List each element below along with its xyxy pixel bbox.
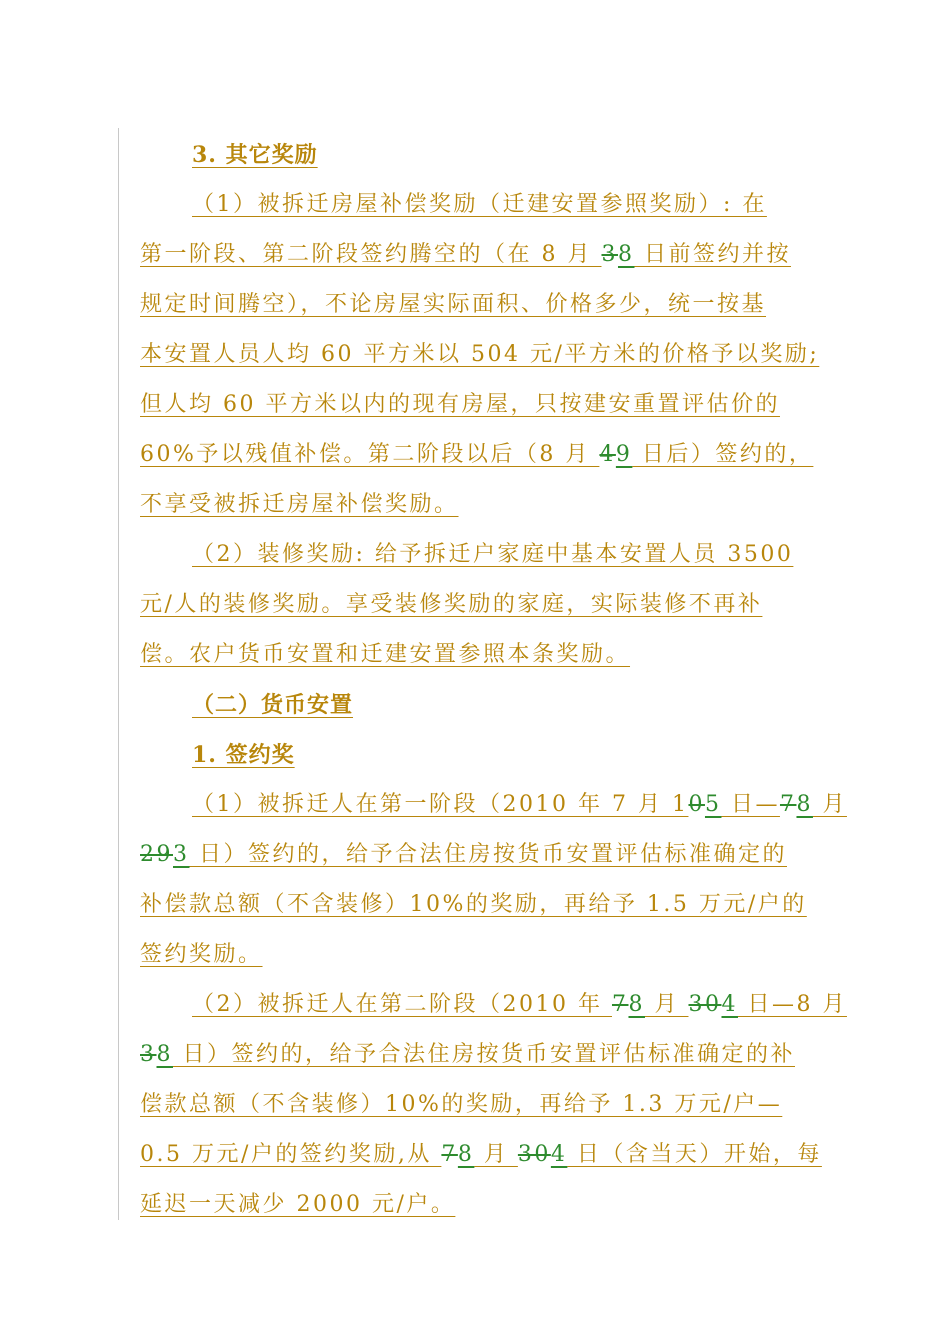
text-line <box>140 340 819 370</box>
text-line <box>140 940 263 970</box>
text-run: 月 <box>644 992 689 1017</box>
text-run: 3. 其它奖励 <box>192 142 318 168</box>
text-line <box>140 290 766 320</box>
text-run: 规定时间腾空），不论房屋实际面积、价格多少，统一按基 <box>140 292 767 317</box>
deleted-revision: 7 <box>779 792 797 817</box>
text-line <box>140 590 762 620</box>
deleted-revision: 7 <box>441 1142 458 1167</box>
deleted-revision: 3 <box>601 242 618 267</box>
inserted-revision: 8 <box>617 242 635 267</box>
inserted-revision: 4 <box>550 1142 568 1167</box>
inserted-revision: 8 <box>628 992 645 1017</box>
section-heading <box>192 140 318 170</box>
text-run: 签约奖励。 <box>140 942 263 967</box>
text-run: 偿款总额（不含装修）10%的奖励，再给予 1.3 万元/户— <box>140 1092 783 1117</box>
inserted-revision: 8 <box>156 1042 173 1067</box>
text-run: 月 <box>474 1142 518 1167</box>
text-line <box>192 540 793 570</box>
text-line <box>140 640 630 670</box>
text-run: 日）签约的，给予合法住房按货币安置评估标准确定的补 <box>173 1042 795 1067</box>
text-run: 日（含当天）开始，每 <box>567 1142 822 1167</box>
text-line <box>140 840 787 870</box>
text-run: 日）签约的，给予合法住房按货币安置评估标准确定的 <box>189 842 787 867</box>
text-run: （1）被拆迁房屋补偿奖励（迁建安置参照奖励）: 在 <box>192 192 767 217</box>
text-run: 0.5 万元/户的签约奖励,从 <box>140 1142 442 1167</box>
text-run: 本安置人员人均 60 平方米以 504 元/平方米的价格予以奖励; <box>140 342 820 367</box>
deleted-revision: 3 <box>140 1042 157 1067</box>
text-line <box>192 990 847 1020</box>
deleted-revision: 30 <box>517 1142 551 1167</box>
section-heading <box>192 740 295 770</box>
inserted-revision: 4 <box>721 992 738 1017</box>
text-line <box>140 440 813 470</box>
text-run: 60%予以残值补偿。第二阶段以后（8 月 <box>140 442 600 467</box>
text-run: 元/人的装修奖励。享受装修奖励的家庭，实际装修不再补 <box>140 592 763 617</box>
text-line <box>140 1090 782 1120</box>
inserted-revision: 8 <box>457 1142 475 1167</box>
text-line <box>192 190 767 220</box>
text-run: 补偿款总额（不含装修）10%的奖励，再给予 1.5 万元/户的 <box>140 892 807 917</box>
text-line <box>140 1190 455 1220</box>
text-line <box>140 1040 795 1070</box>
text-run: 月 <box>812 792 847 817</box>
text-run: 日后）签约的， <box>632 442 814 467</box>
text-run: 1. 签约奖 <box>192 742 295 768</box>
inserted-revision: 5 <box>704 792 722 817</box>
text-line <box>140 1140 822 1170</box>
section-heading <box>192 690 353 720</box>
text-run: 第一阶段、第二阶段签约腾空的（在 8 月 <box>140 242 602 267</box>
text-run: （2）被拆迁人在第二阶段（2010 年 <box>192 992 612 1017</box>
text-line <box>192 790 847 820</box>
deleted-revision: 4 <box>599 442 616 467</box>
page-margin-line <box>118 128 119 1220</box>
deleted-revision: 7 <box>611 992 629 1017</box>
text-line <box>140 240 791 270</box>
text-run: 日—8 月 <box>737 992 847 1017</box>
text-line <box>140 890 807 920</box>
text-run: 延迟一天减少 2000 元/户。 <box>140 1192 456 1217</box>
inserted-revision: 9 <box>615 442 633 467</box>
text-run: 偿。农户货币安置和迁建安置参照本条奖励。 <box>140 642 631 667</box>
inserted-revision: 3 <box>173 842 190 867</box>
text-run: 不享受被拆迁房屋补偿奖励。 <box>140 492 459 517</box>
inserted-revision: 8 <box>796 792 813 817</box>
deleted-revision: 0 <box>688 792 705 817</box>
deleted-revision: 30 <box>688 992 722 1017</box>
text-line <box>140 490 459 520</box>
text-line <box>140 390 780 420</box>
text-run: 日— <box>721 792 780 817</box>
text-run: （2）装修奖励: 给予拆迁户家庭中基本安置人员 3500 <box>192 542 794 567</box>
text-run: 但人均 60 平方米以内的现有房屋，只按建安重置评估价的 <box>140 392 780 417</box>
text-run: （1）被拆迁人在第一阶段（2010 年 7 月 1 <box>192 792 689 817</box>
text-run: 日前签约并按 <box>634 242 791 267</box>
text-run: （二）货币安置 <box>192 692 354 718</box>
deleted-revision: 29 <box>140 842 173 867</box>
